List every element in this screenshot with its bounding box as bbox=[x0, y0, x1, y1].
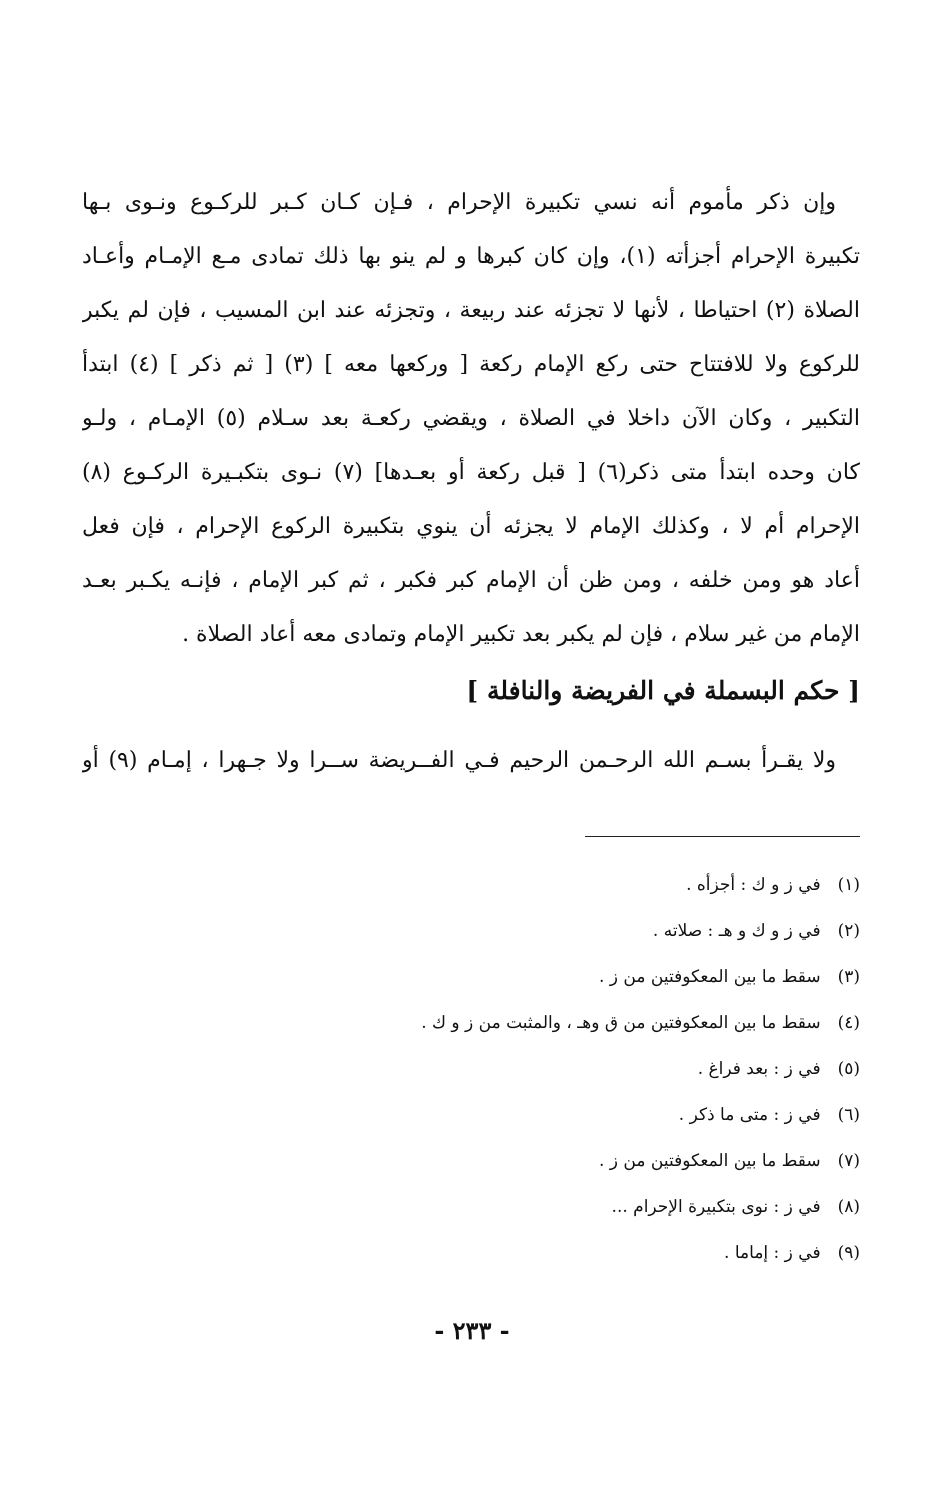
footnote-number: (٧) bbox=[837, 1151, 860, 1171]
footnote-text: في ز : نوى بتكبيرة الإحرام ... bbox=[611, 1197, 821, 1217]
footnote-number: (٦) bbox=[837, 1105, 860, 1125]
footnote-number: (١) bbox=[837, 875, 860, 895]
paragraph-1 bbox=[82, 176, 860, 662]
text-line: وإن ذكر مأموم أنه نسي تكبيرة الإحرام ، فـإن كـان كـبر للركـوع ونـوى بـها bbox=[82, 190, 836, 215]
footnote-number: (٨) bbox=[837, 1197, 860, 1217]
footnote-text: في ز : إماما . bbox=[724, 1243, 821, 1263]
footnote-text: سقط ما بين المعكوفتين من ز . bbox=[599, 967, 821, 987]
footnote-item bbox=[160, 862, 860, 908]
footnote-text: في ز : متى ما ذكر . bbox=[678, 1105, 821, 1125]
footnote-item bbox=[160, 1184, 860, 1230]
footnote-text: في ز و ك و هـ : صلاته . bbox=[652, 921, 821, 941]
footnote-item bbox=[160, 1230, 860, 1276]
text-line: الإحرام أم لا ، وكذلك الإمام لا يجزئه أن ينوي بتكبيرة الركوع الإحرام ، فإن فعل bbox=[82, 514, 860, 539]
text-line: التكبير ، وكان الآن داخلا في الصلاة ، ويقضي ركعـة بعد سـلام (٥) الإمـام ، ولـو bbox=[82, 406, 860, 431]
text-line: أعاد هو ومن خلفه ، ومن ظن أن الإمام كبر فكبر ، ثم كبر الإمام ، فإنـه يكـبر بعـد bbox=[82, 568, 860, 593]
footnote-number: (٥) bbox=[837, 1059, 860, 1079]
text-line: كان وحده ابتدأ متى ذكر(٦) [ قبل ركعة أو بعـدها] (٧) نـوى بتكبـيرة الركـوع (٨) bbox=[82, 460, 860, 485]
text-line: للركوع ولا للافتتاح حتى ركع الإمام ركعة [ وركعها معه ] (٣) [ ثم ذكر ] (٤) ابتدأ bbox=[82, 352, 860, 377]
footnotes bbox=[160, 862, 860, 1276]
footnote-item bbox=[160, 954, 860, 1000]
footnote-separator bbox=[585, 836, 860, 837]
main-text bbox=[82, 176, 860, 788]
footnote-number: (٩) bbox=[837, 1243, 860, 1263]
footnote-text: سقط ما بين المعكوفتين من ق وهـ ، والمثبت من ز و ك . bbox=[421, 1013, 821, 1033]
paragraph-2 bbox=[82, 734, 860, 788]
footnote-number: (٢) bbox=[837, 921, 860, 941]
footnote-item bbox=[160, 1138, 860, 1184]
paragraph-spacer bbox=[82, 720, 860, 734]
text-line: تكبيرة الإحرام أجزأته (١)، وإن كان كبرها و لم ينو بها ذلك تمادى مـع الإمـام وأعـاد bbox=[82, 244, 860, 269]
section-heading: [ حكم البسملة في الفريضة والنافلة ] bbox=[466, 676, 860, 705]
footnote-number: (٣) bbox=[837, 967, 860, 987]
footnote-text: في ز و ك : أجزأه . bbox=[686, 875, 821, 895]
footnote-number: (٤) bbox=[837, 1013, 860, 1033]
page-number: - ٢٣٣ - bbox=[434, 1316, 510, 1345]
footnote-text: سقط ما بين المعكوفتين من ز . bbox=[599, 1151, 821, 1171]
footnote-text: في ز : بعد فراغ . bbox=[697, 1059, 821, 1079]
text-line: الصلاة (٢) احتياطا ، لأنها لا تجزئه عند ربيعة ، وتجزئه عند ابن المسيب ، فإن لم يكبر bbox=[82, 298, 860, 323]
footnote-item bbox=[160, 1046, 860, 1092]
text-line: ولا يقـرأ بسـم الله الرحـمن الرحيم فـي الفــريضة ســرا ولا جـهرا ، إمـام (٩) أو bbox=[82, 748, 837, 773]
footnote-item bbox=[160, 1000, 860, 1046]
footnote-item bbox=[160, 908, 860, 954]
footnote-item bbox=[160, 1092, 860, 1138]
text-line: الإمام من غير سلام ، فإن لم يكبر بعد تكبير الإمام وتمادى معه أعاد الصلاة . bbox=[182, 622, 860, 647]
